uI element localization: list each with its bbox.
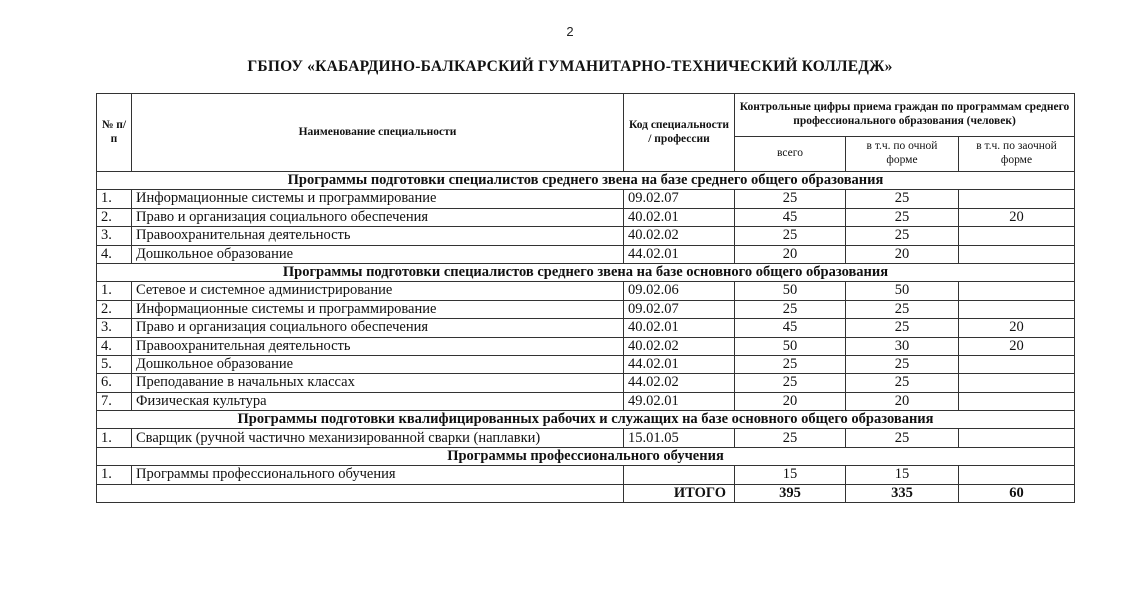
section-header-row bbox=[97, 263, 1075, 281]
specialty-name: Правоохранительная деятельность bbox=[132, 337, 624, 355]
specialty-code: 44.02.01 bbox=[624, 355, 735, 373]
header-code: Код специальности / профессии bbox=[624, 94, 735, 172]
specialty-name: Физическая культура bbox=[132, 392, 624, 410]
header-total: всего bbox=[735, 137, 846, 172]
specialty-code: 40.02.02 bbox=[624, 227, 735, 245]
totals-label: ИТОГО bbox=[624, 484, 735, 502]
table-row bbox=[97, 374, 1075, 392]
table-body bbox=[97, 172, 1075, 503]
specialty-name: Дошкольное образование bbox=[132, 355, 624, 373]
specialty-name: Программы профессионального обучения bbox=[132, 466, 624, 484]
count-parttime: 20 bbox=[959, 337, 1075, 355]
row-number: 1. bbox=[97, 282, 132, 300]
header-fulltime: в т.ч. по очной форме bbox=[846, 137, 959, 172]
count-total: 45 bbox=[735, 208, 846, 226]
specialty-name: Правоохранительная деятельность bbox=[132, 227, 624, 245]
row-number: 6. bbox=[97, 374, 132, 392]
section-title: Программы профессионального обучения bbox=[97, 447, 1075, 465]
count-fulltime: 30 bbox=[846, 337, 959, 355]
row-number: 7. bbox=[97, 392, 132, 410]
row-number: 5. bbox=[97, 355, 132, 373]
count-fulltime: 25 bbox=[846, 227, 959, 245]
totals-total: 395 bbox=[735, 484, 846, 502]
row-number: 3. bbox=[97, 227, 132, 245]
count-fulltime: 25 bbox=[846, 190, 959, 208]
count-fulltime: 25 bbox=[846, 429, 959, 447]
section-header-row bbox=[97, 411, 1075, 429]
count-fulltime: 20 bbox=[846, 392, 959, 410]
row-number: 4. bbox=[97, 337, 132, 355]
row-number: 2. bbox=[97, 208, 132, 226]
count-total: 20 bbox=[735, 392, 846, 410]
row-number: 4. bbox=[97, 245, 132, 263]
table-row bbox=[97, 227, 1075, 245]
specialty-code: 09.02.07 bbox=[624, 300, 735, 318]
table-row bbox=[97, 282, 1075, 300]
specialty-code: 44.02.02 bbox=[624, 374, 735, 392]
document-title: ГБПОУ «КАБАРДИНО-БАЛКАРСКИЙ ГУМАНИТАРНО-ТЕХНИЧЕСКИЙ КОЛЛЕДЖ» bbox=[247, 58, 893, 75]
table-row bbox=[97, 300, 1075, 318]
specialty-name: Право и организация социального обеспечения bbox=[132, 319, 624, 337]
count-fulltime: 25 bbox=[846, 355, 959, 373]
table-row bbox=[97, 355, 1075, 373]
count-parttime bbox=[959, 392, 1075, 410]
row-number: 2. bbox=[97, 300, 132, 318]
count-total: 50 bbox=[735, 282, 846, 300]
specialty-code: 15.01.05 bbox=[624, 429, 735, 447]
count-parttime bbox=[959, 374, 1075, 392]
specialty-code: 40.02.01 bbox=[624, 208, 735, 226]
specialty-name: Информационные системы и программирование bbox=[132, 190, 624, 208]
count-total: 25 bbox=[735, 300, 846, 318]
count-total: 25 bbox=[735, 227, 846, 245]
count-total: 45 bbox=[735, 319, 846, 337]
specialty-name: Сварщик (ручной частично механизированной сварки (наплавки) bbox=[132, 429, 624, 447]
count-parttime bbox=[959, 466, 1075, 484]
count-fulltime: 50 bbox=[846, 282, 959, 300]
table-row bbox=[97, 190, 1075, 208]
count-parttime bbox=[959, 355, 1075, 373]
section-title: Программы подготовки специалистов среднего звена на базе среднего общего образования bbox=[97, 172, 1075, 190]
count-fulltime: 15 bbox=[846, 466, 959, 484]
page-number: 2 bbox=[566, 24, 574, 39]
count-total: 25 bbox=[735, 429, 846, 447]
specialty-name: Дошкольное образование bbox=[132, 245, 624, 263]
table-row bbox=[97, 319, 1075, 337]
count-parttime: 20 bbox=[959, 208, 1075, 226]
header-num: № п/п bbox=[97, 94, 132, 172]
count-parttime bbox=[959, 227, 1075, 245]
table-row bbox=[97, 245, 1075, 263]
count-total: 15 bbox=[735, 466, 846, 484]
table-row bbox=[97, 429, 1075, 447]
totals-parttime: 60 bbox=[959, 484, 1075, 502]
table-row bbox=[97, 208, 1075, 226]
section-title: Программы подготовки специалистов среднего звена на базе основного общего образования bbox=[97, 263, 1075, 281]
count-total: 20 bbox=[735, 245, 846, 263]
count-parttime bbox=[959, 429, 1075, 447]
count-total: 25 bbox=[735, 355, 846, 373]
specialty-code bbox=[624, 466, 735, 484]
specialty-code: 09.02.07 bbox=[624, 190, 735, 208]
table-row bbox=[97, 392, 1075, 410]
count-fulltime: 25 bbox=[846, 300, 959, 318]
row-number: 1. bbox=[97, 466, 132, 484]
specialty-code: 09.02.06 bbox=[624, 282, 735, 300]
count-total: 25 bbox=[735, 190, 846, 208]
row-number: 1. bbox=[97, 429, 132, 447]
header-control-figures: Контрольные цифры приема граждан по программам среднего профессионального образования (человек) bbox=[735, 94, 1075, 137]
section-header-row bbox=[97, 447, 1075, 465]
section-title: Программы подготовки квалифицированных рабочих и служащих на базе основного общего образования bbox=[97, 411, 1075, 429]
specialty-name: Преподавание в начальных классах bbox=[132, 374, 624, 392]
specialty-name: Сетевое и системное администрирование bbox=[132, 282, 624, 300]
specialty-code: 49.02.01 bbox=[624, 392, 735, 410]
totals-blank-cell bbox=[97, 484, 624, 502]
count-fulltime: 20 bbox=[846, 245, 959, 263]
count-fulltime: 25 bbox=[846, 319, 959, 337]
count-parttime: 20 bbox=[959, 319, 1075, 337]
count-parttime bbox=[959, 300, 1075, 318]
specialty-code: 40.02.01 bbox=[624, 319, 735, 337]
totals-row bbox=[97, 484, 1075, 502]
table-row bbox=[97, 337, 1075, 355]
admission-table bbox=[96, 93, 1075, 503]
table-row bbox=[97, 466, 1075, 484]
specialty-name: Право и организация социального обеспечения bbox=[132, 208, 624, 226]
header-name: Наименование специальности bbox=[132, 94, 624, 172]
row-number: 3. bbox=[97, 319, 132, 337]
header-parttime: в т.ч. по заочной форме bbox=[959, 137, 1075, 172]
totals-fulltime: 335 bbox=[846, 484, 959, 502]
count-parttime bbox=[959, 282, 1075, 300]
count-fulltime: 25 bbox=[846, 374, 959, 392]
section-header-row bbox=[97, 172, 1075, 190]
count-fulltime: 25 bbox=[846, 208, 959, 226]
count-parttime bbox=[959, 245, 1075, 263]
specialty-code: 40.02.02 bbox=[624, 337, 735, 355]
count-total: 50 bbox=[735, 337, 846, 355]
specialty-code: 44.02.01 bbox=[624, 245, 735, 263]
count-total: 25 bbox=[735, 374, 846, 392]
count-parttime bbox=[959, 190, 1075, 208]
specialty-name: Информационные системы и программирование bbox=[132, 300, 624, 318]
row-number: 1. bbox=[97, 190, 132, 208]
